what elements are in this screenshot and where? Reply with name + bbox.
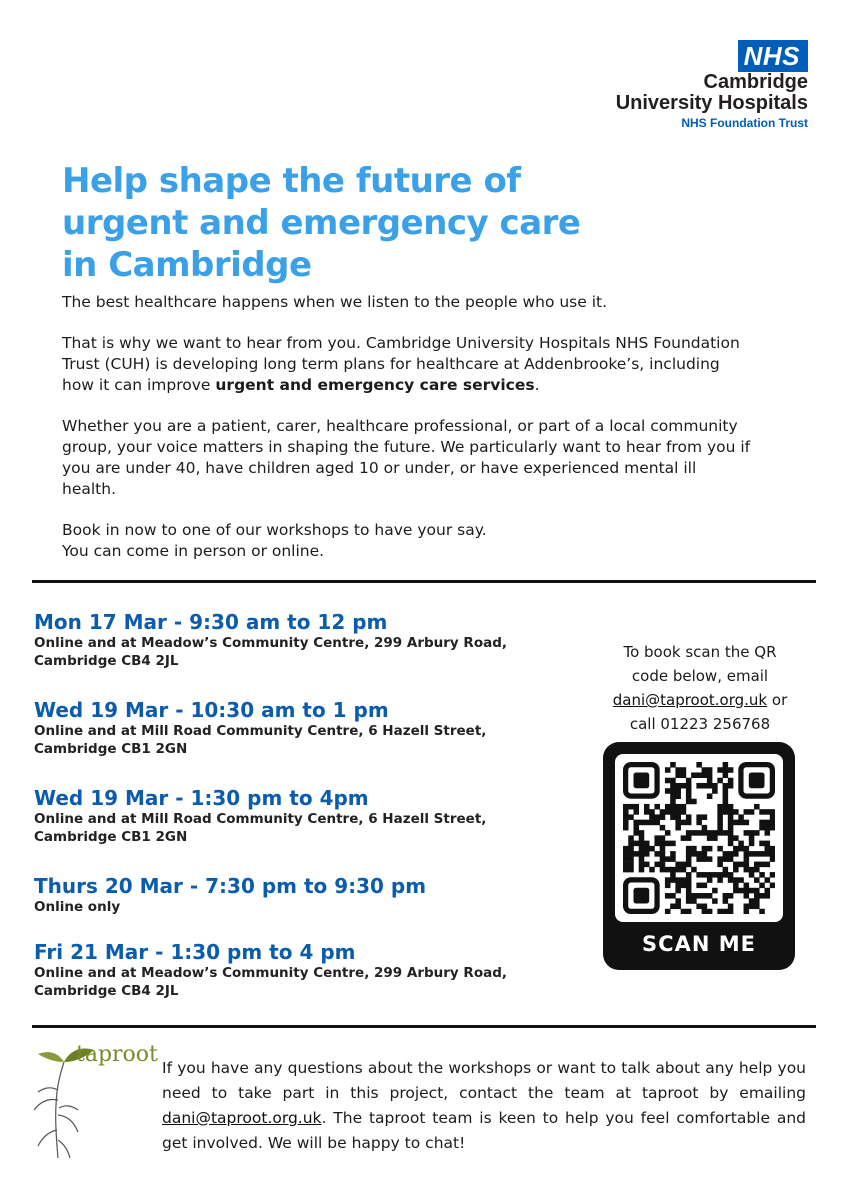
intro-paragraph-3: Whether you are a patient, carer, healthcare professional, or part of a local community group, your voice matters in shaping the future. We particularly want to hear from you if you are under 40, have children aged 10 or under, or have experienced mental ill health. xyxy=(62,417,751,498)
workshop-location-line2: Cambridge CB4 2JL xyxy=(34,653,179,669)
org-name-line3: NHS Foundation Trust xyxy=(681,116,808,130)
workshop-location-line1: Online and at Mill Road Community Centre, 6 Hazell Street, xyxy=(34,723,487,739)
footer-text-end: . The taproot team is keen to help you feel comfortable and get involved. We will be happy to chat! xyxy=(162,1109,806,1152)
booking-email-suffix: or xyxy=(767,691,788,709)
page-title: Help shape the future of urgent and emergency care in Cambridge xyxy=(62,161,581,285)
booking-phone: call 01223 256768 xyxy=(629,715,771,733)
intro-paragraph-4 xyxy=(62,520,752,562)
workshop-location-line1: Online and at Mill Road Community Centre, 6 Hazell Street, xyxy=(34,811,487,827)
divider-top xyxy=(32,580,816,583)
workshop-heading: Thurs 20 Mar - 7:30 pm to 9:30 pm xyxy=(34,874,427,898)
workshop-location-line2: Cambridge CB1 2GN xyxy=(34,741,188,757)
org-name-line1: Cambridge xyxy=(703,71,808,93)
booking-line2: code below, email xyxy=(631,667,769,685)
divider-bottom xyxy=(32,1025,816,1028)
workshop-location-line1: Online and at Meadow’s Community Centre, 299 Arbury Road, xyxy=(34,635,508,651)
org-name-line2: University Hospitals xyxy=(615,92,808,114)
intro-text xyxy=(62,292,752,582)
intro-paragraph-1: The best healthcare happens when we listen to the people who use it. xyxy=(62,293,608,311)
intro-p4-line1: Book in now to one of our workshops to have your say. xyxy=(62,521,487,539)
workshop-item xyxy=(34,786,486,846)
qr-code[interactable] xyxy=(615,754,783,922)
workshop-item xyxy=(34,940,507,1000)
workshop-heading: Wed 19 Mar - 10:30 am to 1 pm xyxy=(34,698,389,722)
intro-p2-end: . xyxy=(534,376,540,394)
scan-me-label: SCAN ME xyxy=(642,932,756,956)
intro-p2-bold: urgent and emergency care services xyxy=(215,376,535,394)
intro-paragraph-2 xyxy=(62,333,752,396)
workshop-item xyxy=(34,610,507,670)
intro-p4-line2: You can come in person or online. xyxy=(62,542,325,560)
taproot-logo-text: taproot xyxy=(76,1042,158,1067)
qr-code-card[interactable] xyxy=(603,742,795,970)
workshop-location-line2: Cambridge CB1 2GN xyxy=(34,829,188,845)
booking-line1: To book scan the QR xyxy=(623,643,777,661)
nhs-badge: NHS xyxy=(738,40,808,72)
intro-p2-start: That is why we want to hear from you. Cambridge University Hospitals NHS Foundation Trust (CUH) is developing long term plans for healthcare at Addenbrooke’s, including how it can improve xyxy=(62,334,740,394)
footer-text-start: If you have any questions about the workshops or want to talk about any help you need to take part in this project, contact the team at taproot by emailing xyxy=(162,1059,806,1102)
booking-line3 xyxy=(602,688,798,712)
workshop-item xyxy=(34,698,486,758)
footer-email-link[interactable]: dani@taproot.org.uk xyxy=(162,1109,322,1127)
taproot-logo xyxy=(28,1040,158,1160)
booking-email-link[interactable]: dani@taproot.org.uk xyxy=(612,691,768,709)
workshop-location-line1: Online only xyxy=(34,899,121,915)
workshop-heading: Mon 17 Mar - 9:30 am to 12 pm xyxy=(34,610,388,634)
workshop-item xyxy=(34,874,426,916)
nhs-logo xyxy=(616,40,808,130)
workshop-heading: Wed 19 Mar - 1:30 pm to 4pm xyxy=(34,786,369,810)
workshop-location-line1: Online and at Meadow’s Community Centre, 299 Arbury Road, xyxy=(34,965,508,981)
booking-info xyxy=(602,640,798,736)
workshop-location-line2: Cambridge CB4 2JL xyxy=(34,983,179,999)
workshop-heading: Fri 21 Mar - 1:30 pm to 4 pm xyxy=(34,940,356,964)
footer-contact-text xyxy=(162,1056,806,1156)
qr-code-pattern xyxy=(623,762,775,914)
